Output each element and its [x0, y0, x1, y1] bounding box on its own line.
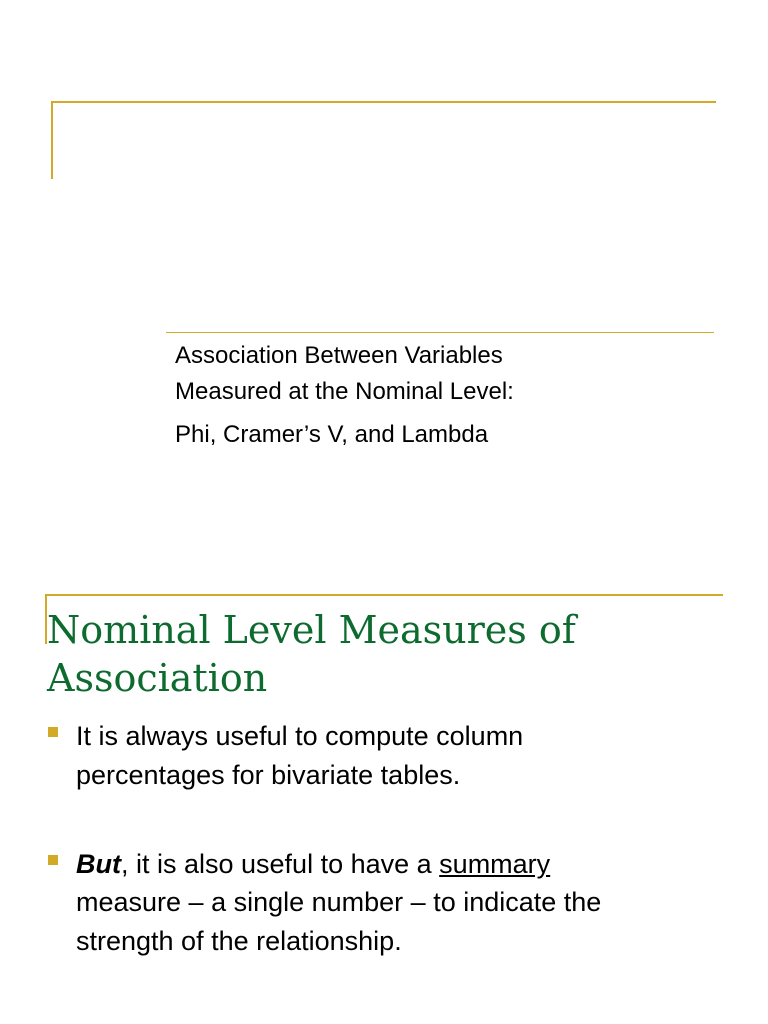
- emphasis-text: But: [76, 849, 121, 879]
- bullet-text-segment: , it is also useful to have a: [120, 849, 440, 879]
- bullet-text-line: strength of the relationship.: [76, 926, 402, 956]
- frame-left-rule: [51, 101, 53, 179]
- bullet-text-line: [76, 845, 550, 883]
- underlined-text: summary: [439, 849, 551, 879]
- subtitle-line: Association Between Variables: [175, 342, 503, 369]
- slide-title-line: Association: [47, 656, 268, 700]
- frame-top-rule: [51, 101, 716, 103]
- slide-title-line: Nominal Level Measures of: [47, 608, 576, 652]
- bullet-text-line: It is always useful to compute column: [76, 721, 524, 751]
- subtitle-line: Phi, Cramer’s V, and Lambda: [175, 421, 489, 448]
- square-bullet-icon: [48, 855, 58, 865]
- subtitle-divider: [166, 332, 714, 333]
- subtitle-line: Measured at the Nominal Level:: [175, 378, 514, 405]
- bullet-text-line: measure – a single number – to indicate the: [76, 887, 602, 917]
- frame-top-rule: [45, 594, 723, 596]
- square-bullet-icon: [48, 727, 58, 737]
- bullet-text-line: percentages for bivariate tables.: [76, 760, 461, 790]
